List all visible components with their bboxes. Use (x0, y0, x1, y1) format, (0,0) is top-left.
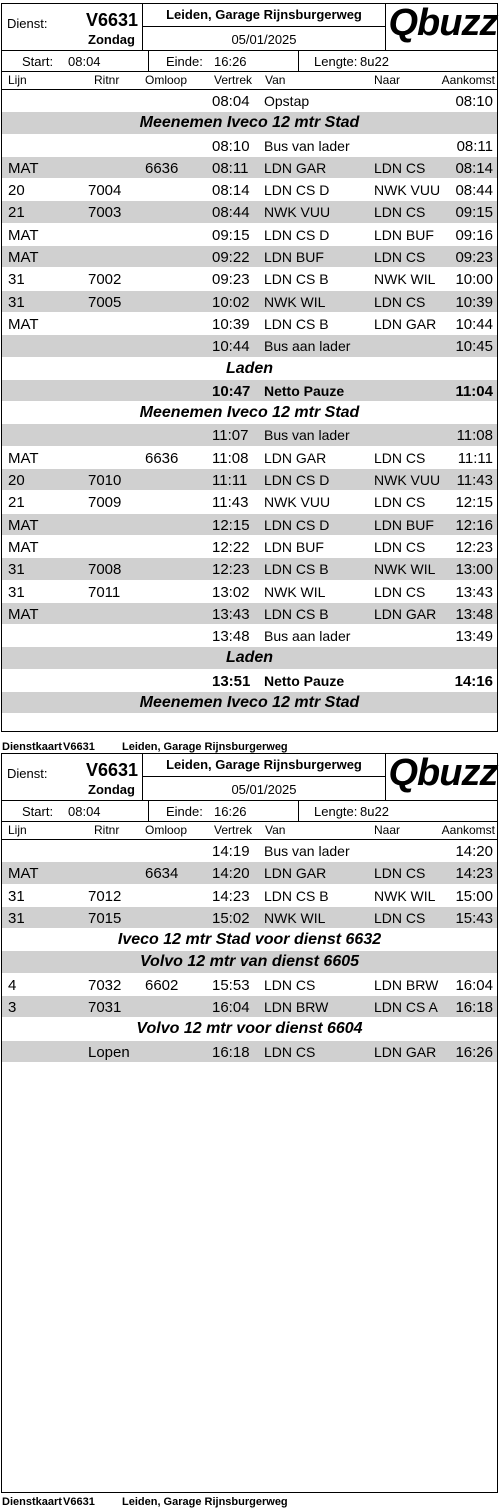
lengte-label: Lengte: (314, 804, 358, 819)
table-row (2, 380, 497, 402)
cell-vertrek: 10:39 (212, 315, 250, 333)
section-row (2, 358, 497, 380)
cell-lijn: 20 (8, 182, 25, 200)
cell-lijn: 31 (8, 583, 25, 601)
cell-naar: LDN CS (374, 449, 426, 466)
section-title: Volvo 12 mtr voor dienst 6604 (136, 1020, 363, 1038)
cell-vertrek: 08:14 (212, 182, 250, 200)
divider (142, 776, 386, 777)
cell-van: LDN CS D (264, 226, 330, 243)
cell-van: LDN BUF (264, 538, 324, 555)
table-row (2, 201, 497, 223)
cell-van: NWK VUU (264, 204, 331, 221)
einde-value: 16:26 (214, 804, 247, 819)
divider (142, 26, 386, 27)
cell-aankomst: 11:04 (455, 382, 493, 400)
footer-code: V6631 (63, 1496, 95, 1508)
table-row (2, 907, 497, 929)
einde-label: Einde: (166, 804, 203, 819)
cell-naar: NWK WIL (374, 271, 436, 288)
cell-van: LDN GAR (264, 159, 327, 176)
lengte-value: 8u22 (360, 54, 389, 69)
cell-van: LDN GAR (264, 449, 327, 466)
section-title: Laden (225, 359, 274, 377)
cell-van: Opstap (264, 93, 310, 109)
lengte-label: Lengte: (314, 54, 358, 69)
cell-ritnr: 7002 (88, 271, 122, 289)
table-row (2, 469, 497, 491)
cell-vertrek: 10:47 (212, 382, 251, 400)
section-row (2, 647, 497, 669)
cell-vertrek: 08:10 (212, 137, 250, 155)
footer-label: Dienstkaart (2, 1496, 62, 1508)
location-label: Leiden, Garage Rijnsburgerweg (166, 757, 362, 772)
table-row (2, 558, 497, 580)
cell-omloop: 6602 (145, 976, 179, 994)
cell-lijn: 3 (8, 999, 17, 1017)
cell-lijn: 31 (8, 293, 25, 311)
start-label: Start: (22, 54, 54, 69)
cell-aankomst: 10:39 (455, 293, 493, 311)
cell-naar: LDN CS (374, 159, 426, 176)
cell-van: Netto Pauze (264, 382, 345, 399)
cell-aankomst: 14:16 (454, 672, 493, 690)
cell-aankomst: 08:14 (455, 159, 493, 177)
cell-ritnr: 7012 (88, 887, 122, 905)
section-row (2, 951, 497, 973)
cell-aankomst: 16:26 (455, 1043, 493, 1061)
einde-label: Einde: (166, 54, 203, 69)
cell-lijn: 31 (8, 887, 25, 905)
cell-aankomst: 10:45 (455, 338, 493, 356)
cell-van: LDN CS (264, 976, 316, 993)
section-title: Meenemen Iveco 12 mtr Stad (139, 694, 360, 712)
cell-van: NWK VUU (264, 494, 331, 511)
table-row (2, 670, 497, 692)
cell-naar: NWK VUU (374, 182, 441, 199)
cell-aankomst: 11:43 (456, 472, 493, 490)
table-row (2, 974, 497, 996)
table-row (2, 514, 497, 536)
cell-vertrek: 11:08 (212, 449, 249, 467)
section-row (2, 1018, 497, 1040)
cell-vertrek: 09:23 (212, 271, 250, 289)
qbuzz-logo: Qbuzz (388, 752, 498, 794)
section-title: Volvo 12 mtr van dienst 6605 (139, 953, 360, 971)
cell-ritnr: 7011 (88, 583, 121, 601)
cell-naar: NWK WIL (374, 887, 436, 904)
cell-van: LDN CS B (264, 605, 329, 622)
cell-vertrek: 08:44 (212, 204, 250, 222)
col-vertrek: Vertrek (214, 823, 253, 837)
shift-meta (2, 51, 497, 72)
table-row (2, 135, 497, 157)
cell-aankomst: 10:00 (455, 271, 493, 289)
cell-vertrek: 09:22 (212, 249, 250, 267)
col-aankomst: Aankomst (441, 73, 495, 87)
cell-van: Bus aan lader (264, 628, 351, 645)
start-value: 08:04 (68, 54, 101, 69)
table-row (2, 291, 497, 313)
cell-aankomst: 14:23 (455, 865, 493, 883)
section-title: Meenemen Iveco 12 mtr Stad (139, 114, 360, 132)
cell-aankomst: 16:18 (455, 999, 493, 1017)
cell-van: LDN GAR (264, 865, 327, 882)
cell-lijn: 21 (8, 204, 25, 222)
table-row (2, 491, 497, 513)
section-title: Laden (225, 649, 274, 667)
cell-lijn: MAT (8, 449, 39, 467)
lengte-value: 8u22 (360, 804, 389, 819)
footer-label: Dienstkaart (2, 741, 62, 753)
column-headers (2, 822, 497, 840)
cell-naar: LDN GAR (374, 315, 437, 332)
cell-van: LDN BRW (264, 999, 329, 1016)
cell-aankomst: 12:16 (455, 516, 493, 534)
cell-naar: LDN CS (374, 583, 426, 600)
cell-van: LDN CS (264, 1043, 316, 1060)
col-aankomst: Aankomst (441, 823, 495, 837)
cell-naar: LDN CS (374, 909, 426, 926)
day-label: Zondag (88, 782, 135, 797)
cell-vertrek: 08:11 (212, 159, 249, 177)
dienst-code: V6631 (86, 10, 139, 30)
cell-aankomst: 13:00 (455, 561, 493, 579)
col-van: Van (265, 823, 286, 837)
table-row (2, 157, 497, 179)
cell-van: Bus van lader (264, 427, 350, 444)
cell-lijn: 20 (8, 472, 25, 490)
col-naar: Naar (374, 823, 401, 837)
dienst-label: Dienst: (7, 766, 48, 781)
table-row (2, 840, 497, 862)
table-row (2, 179, 497, 201)
cell-vertrek: 14:19 (212, 843, 250, 860)
cell-omloop: 6636 (145, 159, 179, 177)
cell-van: NWK WIL (264, 909, 326, 926)
cell-ritnr: 7005 (88, 293, 122, 311)
table-row (2, 246, 497, 268)
cell-vertrek: 09:15 (212, 226, 250, 244)
cell-omloop: 6634 (145, 865, 179, 883)
cell-ritnr: 7032 (88, 976, 122, 994)
cell-lijn: 31 (8, 271, 25, 289)
cell-lijn: MAT (8, 159, 39, 177)
cell-aankomst: 10:44 (455, 315, 493, 333)
start-label: Start: (22, 804, 54, 819)
dienst-label: Dienst: (7, 16, 48, 31)
cell-vertrek: 13:48 (212, 628, 250, 646)
cell-naar: LDN BRW (374, 976, 439, 993)
col-naar: Naar (374, 73, 401, 87)
cell-vertrek: 10:02 (212, 293, 250, 311)
cell-naar: LDN GAR (374, 1043, 437, 1060)
cell-lijn: 31 (8, 909, 25, 927)
cell-naar: LDN CS (374, 865, 426, 882)
cell-aankomst: 11:11 (457, 449, 493, 467)
cell-naar: LDN BUF (374, 226, 434, 243)
table-row (2, 996, 497, 1018)
shift-meta (2, 801, 497, 822)
cell-aankomst: 12:23 (455, 538, 493, 556)
cell-aankomst: 13:49 (455, 628, 493, 646)
cell-vertrek: 13:02 (212, 583, 250, 601)
cell-van: LDN CS B (264, 271, 329, 288)
cell-van: Bus van lader (264, 137, 350, 154)
cell-van: LDN CS B (264, 561, 329, 578)
cell-ritnr: Lopen (88, 1043, 130, 1061)
cell-aankomst: 13:48 (455, 605, 493, 623)
divider (148, 51, 149, 71)
cell-vertrek: 14:20 (212, 865, 250, 883)
col-ritnr: Ritnr (94, 823, 120, 837)
cell-aankomst: 08:44 (455, 182, 493, 200)
table-row (2, 536, 497, 558)
table-row (2, 1041, 497, 1063)
table-row (2, 335, 497, 357)
cell-lijn: 31 (8, 561, 25, 579)
cell-lijn: MAT (8, 516, 39, 534)
col-vertrek: Vertrek (214, 73, 253, 87)
section-title: Iveco 12 mtr Stad voor dienst 6632 (117, 931, 382, 949)
card-header (2, 4, 497, 51)
table-row (2, 603, 497, 625)
section-row (2, 402, 497, 424)
col-lijn: Lijn (8, 823, 27, 837)
cell-lijn: MAT (8, 605, 39, 623)
table-row (2, 885, 497, 907)
cell-vertrek: 13:51 (212, 672, 251, 690)
schedule-rows (2, 840, 497, 1063)
cell-aankomst: 13:43 (455, 583, 493, 601)
table-row (2, 625, 497, 647)
table-row (2, 268, 497, 290)
section-row (2, 112, 497, 134)
cell-ritnr: 7008 (88, 561, 122, 579)
cell-aankomst: 08:11 (456, 137, 493, 155)
cell-vertrek: 14:23 (212, 887, 250, 905)
cell-vertrek: 12:15 (212, 516, 250, 534)
cell-van: NWK WIL (264, 583, 326, 600)
cell-aankomst: 09:15 (455, 204, 493, 222)
schedule-rows (2, 90, 497, 714)
dienstkaart-page-2 (1, 753, 498, 1493)
cell-aankomst: 09:23 (455, 249, 493, 267)
col-ritnr: Ritnr (94, 73, 120, 87)
einde-value: 16:26 (214, 54, 247, 69)
cell-naar: NWK VUU (374, 472, 441, 489)
cell-naar: LDN CS (374, 249, 426, 266)
cell-aankomst: 15:00 (455, 887, 493, 905)
cell-naar: LDN CS (374, 204, 426, 221)
section-title: Meenemen Iveco 12 mtr Stad (139, 404, 360, 422)
divider (148, 801, 149, 821)
table-row (2, 862, 497, 884)
day-label: Zondag (88, 32, 135, 47)
cell-aankomst: 09:16 (455, 226, 493, 244)
cell-naar: LDN BUF (374, 516, 434, 533)
col-van: Van (265, 73, 286, 87)
table-row (2, 90, 497, 112)
cell-aankomst: 14:20 (455, 843, 493, 860)
cell-van: LDN CS D (264, 516, 330, 533)
section-row (2, 929, 497, 951)
cell-lijn: MAT (8, 249, 39, 267)
table-row (2, 313, 497, 335)
table-row (2, 224, 497, 246)
cell-van: Netto Pauze (264, 672, 345, 689)
cell-vertrek: 11:07 (212, 427, 249, 445)
cell-ritnr: 7009 (88, 494, 122, 512)
date-label: 05/01/2025 (231, 32, 297, 47)
cell-vertrek: 10:44 (212, 338, 250, 356)
cell-van: LDN CS B (264, 887, 329, 904)
cell-naar: LDN CS A (374, 999, 438, 1016)
qbuzz-logo: Qbuzz (388, 2, 498, 44)
date-label: 05/01/2025 (231, 782, 297, 797)
cell-van: LDN CS D (264, 472, 330, 489)
start-value: 08:04 (68, 804, 101, 819)
cell-naar: LDN CS (374, 293, 426, 310)
divider (298, 801, 299, 821)
cell-aankomst: 12:15 (455, 494, 493, 512)
cell-aankomst: 16:04 (455, 976, 493, 994)
cell-naar: LDN CS (374, 538, 426, 555)
cell-aankomst: 08:10 (455, 93, 493, 110)
cell-vertrek: 12:23 (212, 561, 250, 579)
card-header (2, 754, 497, 801)
cell-ritnr: 7010 (88, 472, 122, 490)
cell-lijn: MAT (8, 315, 39, 333)
cell-ritnr: 7003 (88, 204, 122, 222)
divider (298, 51, 299, 71)
col-lijn: Lijn (8, 73, 27, 87)
table-row (2, 581, 497, 603)
cell-lijn: MAT (8, 538, 39, 556)
cell-ritnr: 7004 (88, 182, 122, 200)
section-row (2, 692, 497, 714)
footer-code: V6631 (63, 741, 95, 753)
cell-van: LDN CS D (264, 182, 330, 199)
cell-lijn: 4 (8, 976, 17, 994)
col-omloop: Omloop (145, 73, 188, 87)
cell-vertrek: 11:43 (212, 494, 249, 512)
cell-vertrek: 16:04 (212, 999, 250, 1017)
cell-vertrek: 08:04 (212, 93, 250, 110)
dienst-code: V6631 (86, 760, 139, 780)
dienstkaart-page-1 (1, 3, 498, 732)
footer-location: Leiden, Garage Rijnsburgerweg (122, 1496, 288, 1508)
cell-lijn: 21 (8, 494, 25, 512)
cell-van: LDN BUF (264, 249, 324, 266)
cell-vertrek: 15:02 (212, 909, 250, 927)
cell-ritnr: 7015 (88, 909, 122, 927)
cell-aankomst: 15:43 (455, 909, 493, 927)
cell-vertrek: 16:18 (212, 1043, 250, 1061)
location-label: Leiden, Garage Rijnsburgerweg (166, 7, 362, 22)
cell-omloop: 6636 (145, 449, 179, 467)
cell-vertrek: 15:53 (212, 976, 250, 994)
cell-naar: LDN GAR (374, 605, 437, 622)
col-omloop: Omloop (145, 823, 188, 837)
cell-vertrek: 12:22 (212, 538, 250, 556)
cell-vertrek: 13:43 (212, 605, 250, 623)
cell-van: LDN CS B (264, 315, 329, 332)
cell-lijn: MAT (8, 226, 39, 244)
table-row (2, 447, 497, 469)
cell-naar: NWK WIL (374, 561, 436, 578)
cell-vertrek: 11:11 (212, 472, 248, 490)
cell-lijn: MAT (8, 865, 39, 883)
cell-van: Bus van lader (264, 843, 350, 859)
column-headers (2, 72, 497, 90)
cell-van: NWK WIL (264, 293, 326, 310)
cell-van: Bus aan lader (264, 338, 351, 355)
cell-aankomst: 11:08 (456, 427, 493, 445)
footer-location: Leiden, Garage Rijnsburgerweg (122, 741, 288, 753)
cell-naar: LDN CS (374, 494, 426, 511)
table-row (2, 424, 497, 446)
cell-ritnr: 7031 (88, 999, 122, 1017)
